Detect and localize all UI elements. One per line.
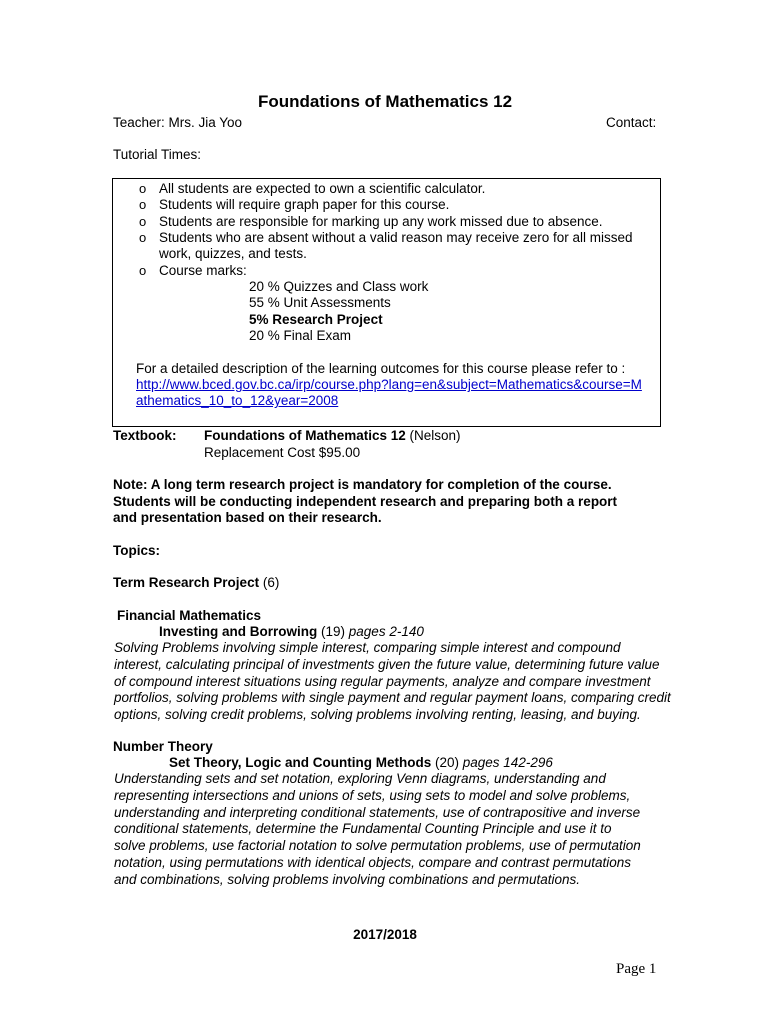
bullet-calculator: All students are expected to own a scientific calculator. <box>159 181 486 196</box>
set-theory-heading <box>169 755 553 770</box>
outcomes-link-cont[interactable]: athematics_10_to_12&year=2008 <box>136 393 339 408</box>
bullet-marker: o <box>139 214 147 229</box>
description-line: portfolios, solving problems with single payment and regular payment loans, comparing credit <box>114 690 671 706</box>
description-line: of compound interest situations using regular payments, analyze and compare investment <box>114 673 651 689</box>
bullet-marker: o <box>139 230 147 245</box>
bullet-marker: o <box>139 181 147 196</box>
number-theory-heading: Number Theory <box>113 739 213 754</box>
bullet-missed-work: Students are responsible for marking up any work missed due to absence. <box>159 214 603 229</box>
mark-final-exam: 20 % Final Exam <box>249 328 352 343</box>
description-line: solve problems, use factorial notation to solve permutation problems, use of permutation <box>114 838 641 854</box>
set-theory-count: (20) <box>431 755 463 770</box>
document-title: Foundations of Mathematics 12 <box>257 92 513 111</box>
description-line: conditional statements, determine the Fundamental Counting Principle and use it to <box>114 821 612 837</box>
page-number: Page 1 <box>616 961 657 977</box>
tutorial-times-label: Tutorial Times: <box>113 147 202 162</box>
mark-assessments: 55 % Unit Assessments <box>249 295 391 310</box>
set-theory-pages: pages 142-296 <box>462 755 553 770</box>
textbook-label: Textbook: <box>113 428 177 443</box>
description-line: notation, using permutations with identical objects, compare and contrast permutations <box>114 854 632 870</box>
mark-research-project: 5% Research Project <box>249 312 383 327</box>
description-line: interest, calculating principal of investments given the future value, determining future value <box>114 656 660 672</box>
description-line: and combinations, solving problems involving combinations and permutations. <box>114 871 581 887</box>
description-line: options, solving credit problems, solving problems involving renting, leasing, and buying. <box>114 707 641 723</box>
textbook-publisher: (Nelson) <box>405 428 461 443</box>
term-project-label: Term Research Project <box>113 575 260 590</box>
teacher-line: Teacher: Mrs. Jia Yoo <box>113 115 243 130</box>
note-line: and presentation based on their research. <box>113 510 382 525</box>
term-project-count: (6) <box>259 575 280 590</box>
school-year: 2017/2018 <box>353 927 417 942</box>
financial-heading: Financial Mathematics <box>117 608 262 623</box>
description-line: representing intersections and unions of sets, using sets to model and solve problems, <box>114 787 631 803</box>
textbook-name <box>204 428 461 443</box>
description-line: understanding and interpreting conditional statements, use of contrapositive and inverse <box>114 804 641 820</box>
investing-pages: pages 2-140 <box>348 624 424 639</box>
mark-quizzes: 20 % Quizzes and Class work <box>249 279 429 294</box>
set-theory-title: Set Theory, Logic and Counting Methods <box>169 755 432 770</box>
description-line: Solving Problems involving simple interest, comparing simple interest and compound <box>114 640 621 655</box>
note-line: Note: A long term research project is mandatory for completion of the course. <box>113 477 612 492</box>
textbook-title: Foundations of Mathematics 12 <box>204 428 406 443</box>
outcomes-link[interactable]: http://www.bced.gov.bc.ca/irp/course.php?lang=en&subject=Mathematics&course=M <box>136 377 642 392</box>
bullet-marker: o <box>139 197 147 212</box>
investing-title: Investing and Borrowing <box>159 624 318 639</box>
investing-heading <box>159 624 424 639</box>
replacement-cost: Replacement Cost $95.00 <box>204 445 361 460</box>
bullet-absence: Students who are absent without a valid reason may receive zero for all missed <box>159 230 633 245</box>
topics-label: Topics: <box>113 543 160 558</box>
note-line: Students will be conducting independent research and preparing both a report <box>113 494 618 509</box>
outcomes-text: For a detailed description of the learning outcomes for this course please refer to : <box>136 361 626 376</box>
contact-label: Contact: <box>606 115 657 130</box>
description-line: Understanding sets and set notation, exploring Venn diagrams, understanding and <box>114 771 606 786</box>
bullet-absence-cont: work, quizzes, and tests. <box>159 246 307 261</box>
number-theory-description <box>114 771 694 889</box>
bullet-marker: o <box>139 263 147 278</box>
bullet-graph-paper: Students will require graph paper for this course. <box>159 197 450 212</box>
financial-description <box>114 640 694 724</box>
bullet-course-marks: Course marks: <box>159 263 247 278</box>
investing-count: (19) <box>317 624 349 639</box>
term-project <box>113 575 279 590</box>
